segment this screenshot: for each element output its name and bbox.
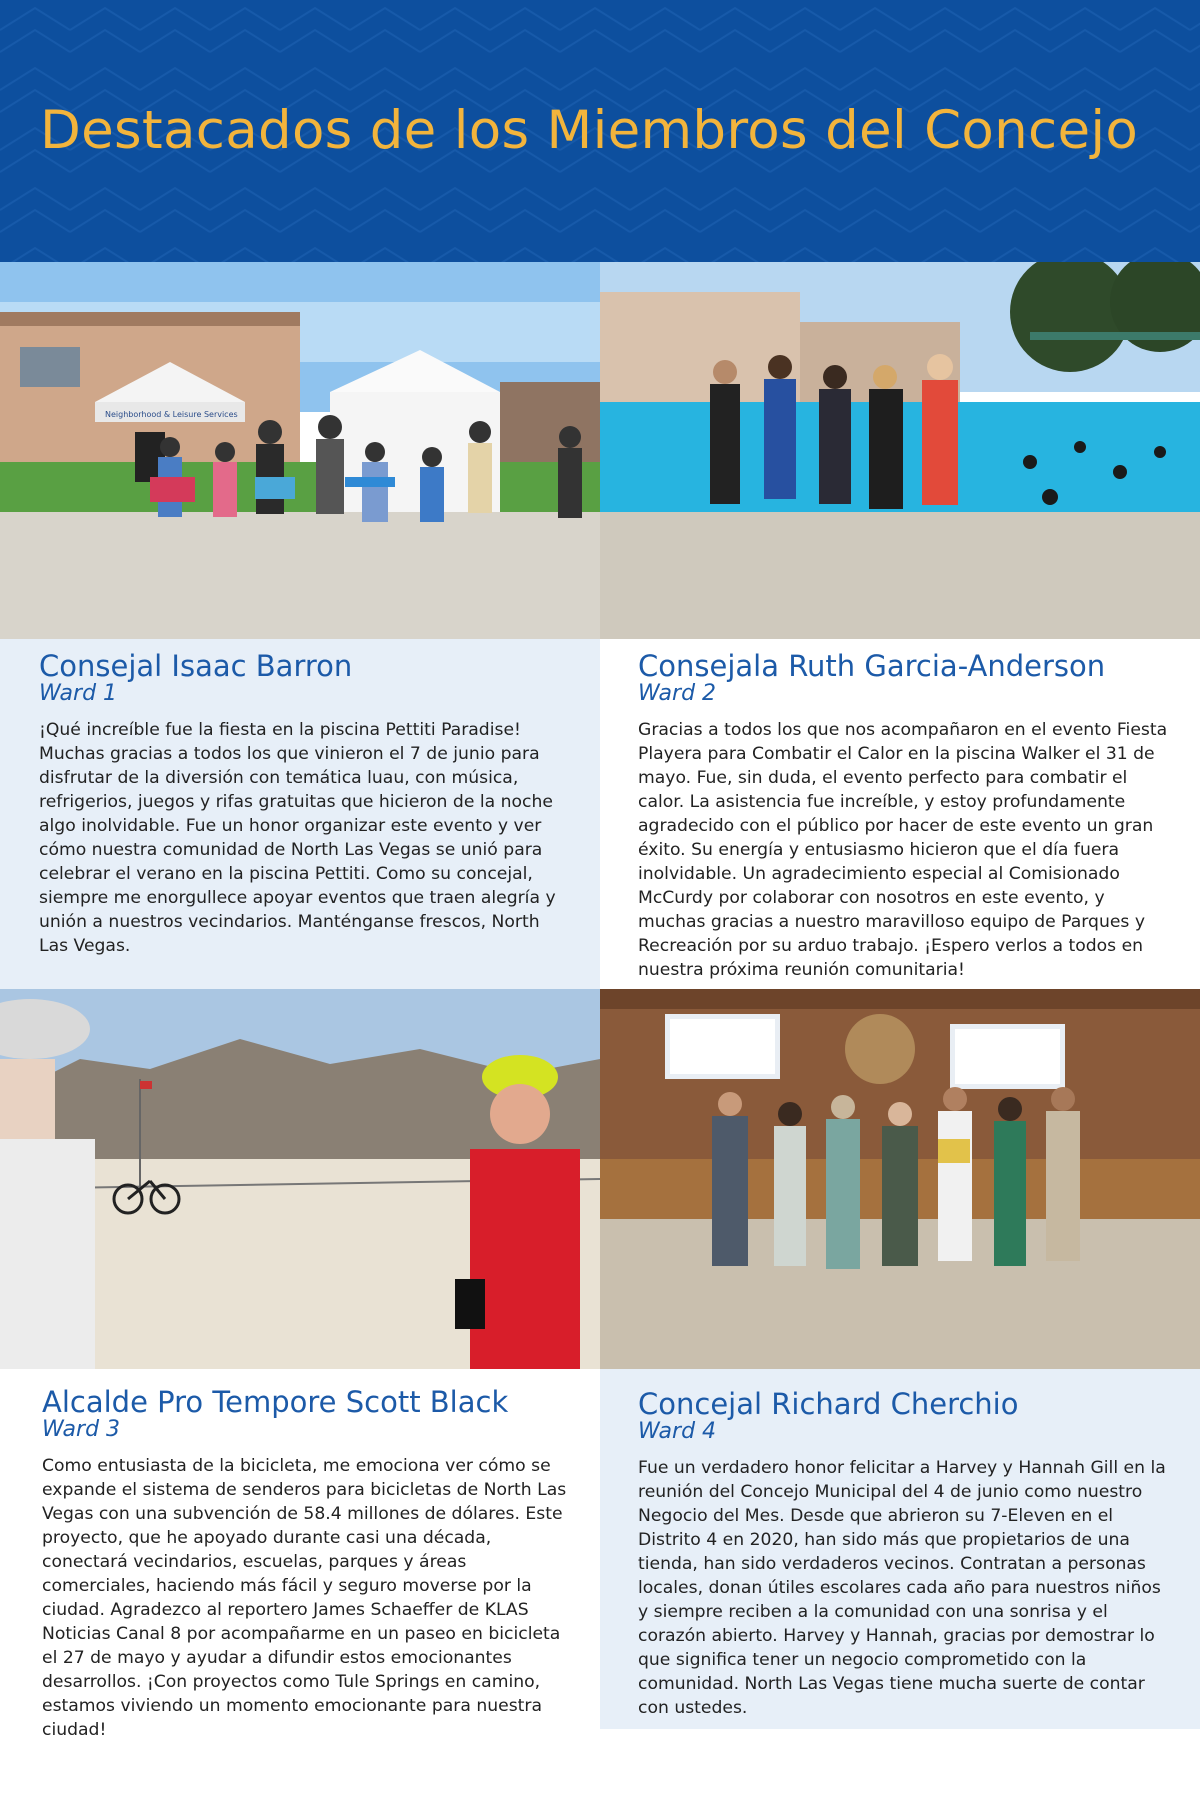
ward2-text: Gracias a todos los que nos acompañaron en el evento Fiesta Playera para Combatir el Calor en la piscina Walker el 31 de mayo. Fue, sin duda, el evento perfecto para combatir el calor. La asistencia fue increíble, y estoy profundamente agradecido con el público por hacer de este evento un gran éxito. Su energía y entusiasmo hicieron que el día fuera inolvidable. Un agradecimiento especial al Comisionado McCurdy por colaborar con nosotros en este evento, y muchas gracias a nuestro maravilloso equipo de Parques y Recreación por su arduo trabajo. ¡Espero verlos a todos en nuestra próxima reunión comunitaria!	[638, 720, 1168, 980]
ward1-photo	[0, 262, 600, 639]
ward3-panel	[0, 1369, 600, 1740]
ward1-text: ¡Qué increíble fue la fiesta en la piscina Pettiti Paradise! Muchas gracias a todos los que vinieron el 7 de junio para disfrutar de la diversión con temática luau, con música, refrigerios, juegos y rifas gratuitas que hicieron de la noche algo inolvidable. Fue un honor organizar este evento y ver cómo nuestra comunidad de North Las Vegas se unió para celebrar el verano en la piscina Pettiti. Como su concejal, siempre me enorgullece apoyar eventos que traen alegría y unión a nuestros vecindarios. Manténganse frescos, North Las Vegas.	[39, 720, 556, 956]
tent-sign-text: Neighborhood & Leisure Services	[105, 410, 238, 419]
ward1-councilmember-name: Consejal Isaac Barron	[39, 649, 353, 683]
page-title: Destacados de los Miembros del Concejo	[40, 100, 1139, 161]
ward4-text: Fue un verdadero honor felicitar a Harvey y Hannah Gill en la reunión del Concejo Municipal del 4 de junio como nuestro Negocio del Mes. Desde que abrieron su 7-Eleven en el Distrito 4 en 2020, han sido más que propietarios de una tienda, han sido verdaderos vecinos. Contratan a personas locales, donan útiles escolares cada año para nuestros niños y siempre reciben a la comunidad con una sonrisa y el corazón abierto. Harvey y Hannah, gracias por demostrar lo que significa tener un negocio comprometido con la comunidad. North Las Vegas tiene mucha suerte de contar con ustedes.	[638, 1458, 1166, 1718]
ward2-photo	[600, 262, 1200, 639]
ward1-label: Ward 1	[39, 681, 118, 706]
ward1-panel	[0, 639, 600, 989]
ward2-councilmember-name: Consejala Ruth Garcia-Anderson	[638, 649, 1106, 683]
page-header	[0, 0, 1200, 262]
ward3-photo	[0, 989, 600, 1369]
ward4-photo	[600, 989, 1200, 1369]
ward2-label: Ward 2	[638, 681, 717, 706]
ward3-text: Como entusiasta de la bicicleta, me emociona ver cómo se expande el sistema de senderos para bicicletas de North Las Vegas con una subvención de 58.4 millones de dólares. Este proyecto, que he apoyado durante casi una década, conectará vecindarios, escuelas, parques y áreas comerciales, haciendo más fácil y seguro moverse por la ciudad. Agradezco al reportero James Schaeffer de KLAS Noticias Canal 8 por acompañarme en un paseo en bicicleta el 27 de mayo y ayudar a difundir estos emocionantes desarrollos. ¡Con proyectos como Tule Springs en camino, estamos viviendo un momento emocionante para nuestra ciudad!	[42, 1456, 567, 1740]
ward3-councilmember-name: Alcalde Pro Tempore Scott Black	[42, 1385, 509, 1419]
ward4-councilmember-name: Concejal Richard Cherchio	[638, 1387, 1019, 1421]
ward4-label: Ward 4	[638, 1419, 717, 1444]
ward4-panel	[600, 1369, 1200, 1729]
ward3-label: Ward 3	[42, 1417, 121, 1442]
ward2-panel	[600, 639, 1200, 989]
